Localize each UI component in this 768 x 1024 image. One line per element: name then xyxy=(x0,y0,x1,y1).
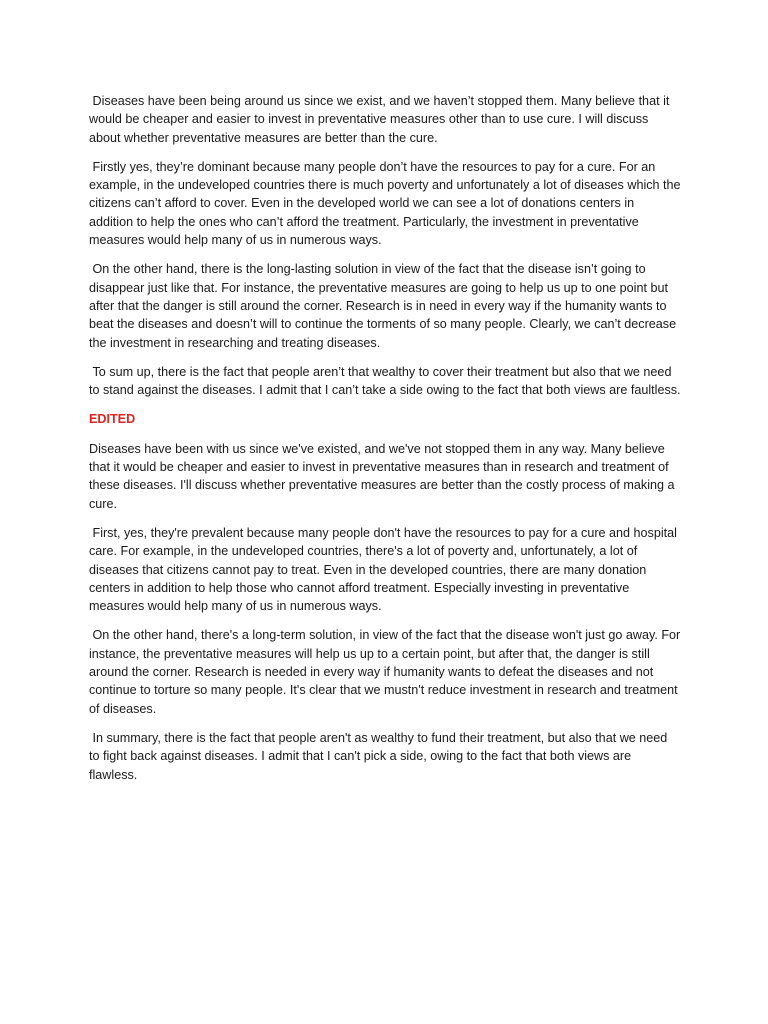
edited-paragraph-4: In summary, there is the fact that people aren't as wealthy to fund their treatment, but also that we need to fight back against diseases. I admit that I can't pick a side, owing to the fact that both views are flawless. xyxy=(89,730,671,782)
original-paragraph-3: On the other hand, there is the long-lasting solution in view of the fact that the disease isn’t going to disappear just like that. For instance, the preventative measures are going to help us up to one point but after that the danger is still around the corner. Research is in need in every way if the humanity wants to beat the diseases and doesn’t will to continue the torments of so many people. Clearly, we can’t decrease the investment in researching and treating diseases. xyxy=(89,262,680,350)
document-body xyxy=(89,92,685,795)
original-paragraph-4: To sum up, there is the fact that people aren’t that wealthy to cover their treatment but also that we need to stand against the diseases. I admit that I can’t take a side owing to the fact that both views are faultless. xyxy=(89,364,681,398)
original-paragraph-2: Firstly yes, they’re dominant because many people don’t have the resources to pay for a cure. For an example, in the undeveloped countries there is much poverty and unfortunately a lot of diseases which the citizens can’t afford to cover. Even in the developed world we can see a lot of donations centers in addition to help the ones who can’t afford the treatment. Particularly, the investment in preventative measures would help many of us in numerous ways. xyxy=(89,159,685,248)
edited-paragraph-3: On the other hand, there's a long-term solution, in view of the fact that the disease won't just go away. For instance, the preventative measures will help us up to a certain point, but after that, the danger is still around the corner. Research is needed in every way if humanity wants to defeat the diseases and not continue to torture so many people. It's clear that we mustn't reduce investment in research and treatment of diseases. xyxy=(89,628,684,716)
edited-paragraph-1: Diseases have been with us since we've existed, and we've not stopped them in any way. Many believe that it would be cheaper and easier to invest in preventative measures than in research and treatment of these diseases. I'll discuss whether preventative measures are better than the costly process of making a cure. xyxy=(89,441,679,511)
original-paragraph-1: Diseases have been being around us since we exist, and we haven’t stopped them. Many believe that it would be cheaper and easier to invest in preventative measures other than to use cure. I will discuss about whether preventative measures are better than the cure. xyxy=(89,94,673,145)
edited-heading: EDITED xyxy=(89,412,136,427)
edited-paragraph-2: First, yes, they're prevalent because many people don't have the resources to pay for a cure and hospital care. For example, in the undeveloped countries, there's a lot of poverty and, unfortunately, a lot of diseases that citizens cannot pay to treat. Even in the developed countries, there are many donation centers in addition to help those who cannot afford treatment. Especially investing in preventative measures would help many of us in numerous ways. xyxy=(89,525,681,614)
